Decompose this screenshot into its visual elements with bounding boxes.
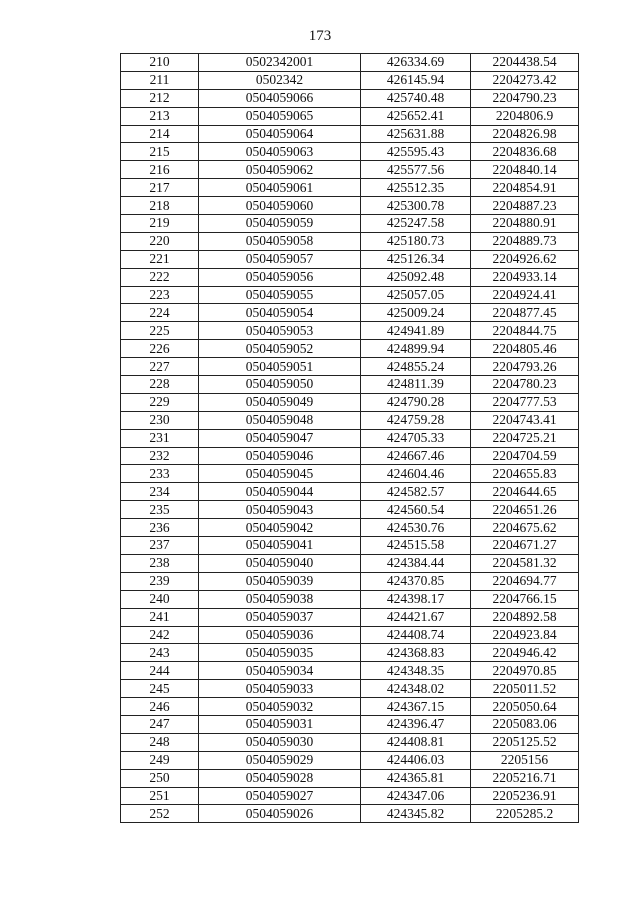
y-coordinate-cell: 2204777.53	[471, 393, 579, 411]
table-row	[121, 250, 579, 268]
x-coordinate-cell: 425009.24	[361, 304, 471, 322]
point-number-cell: 215	[121, 143, 199, 161]
x-coordinate-cell: 424384.44	[361, 554, 471, 572]
x-coordinate-cell: 424347.06	[361, 787, 471, 805]
point-id-cell: 0504059037	[199, 608, 361, 626]
point-id-cell: 0502342	[199, 71, 361, 89]
point-id-cell: 0504059028	[199, 769, 361, 787]
point-number-cell: 246	[121, 698, 199, 716]
x-coordinate-cell: 424759.28	[361, 411, 471, 429]
table-row	[121, 769, 579, 787]
y-coordinate-cell: 2204438.54	[471, 54, 579, 72]
y-coordinate-cell: 2204877.45	[471, 304, 579, 322]
y-coordinate-cell: 2204694.77	[471, 572, 579, 590]
point-id-cell: 0504059027	[199, 787, 361, 805]
point-id-cell: 0504059058	[199, 232, 361, 250]
point-id-cell: 0504059026	[199, 805, 361, 823]
x-coordinate-cell: 424790.28	[361, 393, 471, 411]
y-coordinate-cell: 2204675.62	[471, 519, 579, 537]
point-number-cell: 242	[121, 626, 199, 644]
table-row	[121, 572, 579, 590]
table-row	[121, 662, 579, 680]
table-row	[121, 537, 579, 555]
point-id-cell: 0504059049	[199, 393, 361, 411]
point-id-cell: 0504059039	[199, 572, 361, 590]
y-coordinate-cell: 2205011.52	[471, 680, 579, 698]
y-coordinate-cell: 2204836.68	[471, 143, 579, 161]
y-coordinate-cell: 2204970.85	[471, 662, 579, 680]
y-coordinate-cell: 2204924.41	[471, 286, 579, 304]
table-row	[121, 715, 579, 733]
y-coordinate-cell: 2204923.84	[471, 626, 579, 644]
coordinates-table-body	[121, 54, 579, 823]
point-number-cell: 223	[121, 286, 199, 304]
point-id-cell: 0504059053	[199, 322, 361, 340]
x-coordinate-cell: 424705.33	[361, 429, 471, 447]
coordinates-table	[120, 53, 579, 823]
x-coordinate-cell: 424515.58	[361, 537, 471, 555]
point-id-cell: 0504059060	[199, 197, 361, 215]
y-coordinate-cell: 2204273.42	[471, 71, 579, 89]
y-coordinate-cell: 2205083.06	[471, 715, 579, 733]
point-number-cell: 238	[121, 554, 199, 572]
y-coordinate-cell: 2205285.2	[471, 805, 579, 823]
point-id-cell: 0504059047	[199, 429, 361, 447]
point-number-cell: 251	[121, 787, 199, 805]
x-coordinate-cell: 424408.81	[361, 733, 471, 751]
point-id-cell: 0504059031	[199, 715, 361, 733]
point-id-cell: 0504059063	[199, 143, 361, 161]
point-number-cell: 252	[121, 805, 199, 823]
point-id-cell: 0504059029	[199, 751, 361, 769]
point-number-cell: 237	[121, 537, 199, 555]
y-coordinate-cell: 2205050.64	[471, 698, 579, 716]
y-coordinate-cell: 2204805.46	[471, 340, 579, 358]
x-coordinate-cell: 424941.89	[361, 322, 471, 340]
point-number-cell: 247	[121, 715, 199, 733]
table-row	[121, 465, 579, 483]
point-id-cell: 0504059052	[199, 340, 361, 358]
table-row	[121, 358, 579, 376]
y-coordinate-cell: 2205216.71	[471, 769, 579, 787]
table-row	[121, 447, 579, 465]
x-coordinate-cell: 425057.05	[361, 286, 471, 304]
table-row	[121, 733, 579, 751]
y-coordinate-cell: 2204655.83	[471, 465, 579, 483]
x-coordinate-cell: 424396.47	[361, 715, 471, 733]
point-id-cell: 0504059042	[199, 519, 361, 537]
point-number-cell: 212	[121, 89, 199, 107]
x-coordinate-cell: 424408.74	[361, 626, 471, 644]
point-id-cell: 0504059043	[199, 501, 361, 519]
y-coordinate-cell: 2204671.27	[471, 537, 579, 555]
point-number-cell: 219	[121, 215, 199, 233]
x-coordinate-cell: 424604.46	[361, 465, 471, 483]
point-number-cell: 226	[121, 340, 199, 358]
point-number-cell: 243	[121, 644, 199, 662]
table-row	[121, 590, 579, 608]
table-row	[121, 519, 579, 537]
point-id-cell: 0504059040	[199, 554, 361, 572]
x-coordinate-cell: 424899.94	[361, 340, 471, 358]
point-id-cell: 0504059038	[199, 590, 361, 608]
point-number-cell: 235	[121, 501, 199, 519]
point-id-cell: 0504059057	[199, 250, 361, 268]
table-row	[121, 125, 579, 143]
point-number-cell: 229	[121, 393, 199, 411]
y-coordinate-cell: 2204880.91	[471, 215, 579, 233]
point-number-cell: 240	[121, 590, 199, 608]
point-id-cell: 0504059045	[199, 465, 361, 483]
y-coordinate-cell: 2204854.91	[471, 179, 579, 197]
table-row	[121, 608, 579, 626]
point-number-cell: 221	[121, 250, 199, 268]
x-coordinate-cell: 424406.03	[361, 751, 471, 769]
point-number-cell: 218	[121, 197, 199, 215]
y-coordinate-cell: 2204826.98	[471, 125, 579, 143]
table-row	[121, 143, 579, 161]
point-number-cell: 244	[121, 662, 199, 680]
point-number-cell: 245	[121, 680, 199, 698]
y-coordinate-cell: 2205156	[471, 751, 579, 769]
x-coordinate-cell: 425652.41	[361, 107, 471, 125]
point-number-cell: 249	[121, 751, 199, 769]
y-coordinate-cell: 2204651.26	[471, 501, 579, 519]
table-row	[121, 805, 579, 823]
table-row	[121, 232, 579, 250]
point-id-cell: 0504059055	[199, 286, 361, 304]
point-id-cell: 0504059034	[199, 662, 361, 680]
y-coordinate-cell: 2204793.26	[471, 358, 579, 376]
table-row	[121, 179, 579, 197]
point-id-cell: 0504059046	[199, 447, 361, 465]
x-coordinate-cell: 426334.69	[361, 54, 471, 72]
point-number-cell: 220	[121, 232, 199, 250]
y-coordinate-cell: 2204766.15	[471, 590, 579, 608]
y-coordinate-cell: 2204704.59	[471, 447, 579, 465]
point-id-cell: 0504059062	[199, 161, 361, 179]
point-number-cell: 225	[121, 322, 199, 340]
x-coordinate-cell: 425247.58	[361, 215, 471, 233]
table-row	[121, 501, 579, 519]
y-coordinate-cell: 2204581.32	[471, 554, 579, 572]
x-coordinate-cell: 426145.94	[361, 71, 471, 89]
point-id-cell: 0504059048	[199, 411, 361, 429]
y-coordinate-cell: 2204743.41	[471, 411, 579, 429]
y-coordinate-cell: 2204892.58	[471, 608, 579, 626]
x-coordinate-cell: 424560.54	[361, 501, 471, 519]
y-coordinate-cell: 2204780.23	[471, 376, 579, 394]
table-row	[121, 89, 579, 107]
point-id-cell: 0504059035	[199, 644, 361, 662]
point-id-cell: 0504059065	[199, 107, 361, 125]
x-coordinate-cell: 424348.35	[361, 662, 471, 680]
point-id-cell: 0504059059	[199, 215, 361, 233]
table-row	[121, 393, 579, 411]
x-coordinate-cell: 425577.56	[361, 161, 471, 179]
point-number-cell: 233	[121, 465, 199, 483]
x-coordinate-cell: 425595.43	[361, 143, 471, 161]
y-coordinate-cell: 2205125.52	[471, 733, 579, 751]
x-coordinate-cell: 424367.15	[361, 698, 471, 716]
point-id-cell: 0504059030	[199, 733, 361, 751]
x-coordinate-cell: 425092.48	[361, 268, 471, 286]
table-row	[121, 340, 579, 358]
table-row	[121, 71, 579, 89]
x-coordinate-cell: 425126.34	[361, 250, 471, 268]
y-coordinate-cell: 2204844.75	[471, 322, 579, 340]
point-number-cell: 227	[121, 358, 199, 376]
point-id-cell: 0504059054	[199, 304, 361, 322]
point-id-cell: 0504059032	[199, 698, 361, 716]
table-row	[121, 698, 579, 716]
table-row	[121, 644, 579, 662]
table-row	[121, 787, 579, 805]
table-row	[121, 161, 579, 179]
point-number-cell: 228	[121, 376, 199, 394]
y-coordinate-cell: 2204840.14	[471, 161, 579, 179]
x-coordinate-cell: 424530.76	[361, 519, 471, 537]
x-coordinate-cell: 424855.24	[361, 358, 471, 376]
point-number-cell: 213	[121, 107, 199, 125]
point-number-cell: 232	[121, 447, 199, 465]
table-row	[121, 107, 579, 125]
y-coordinate-cell: 2204889.73	[471, 232, 579, 250]
y-coordinate-cell: 2204806.9	[471, 107, 579, 125]
x-coordinate-cell: 424582.57	[361, 483, 471, 501]
x-coordinate-cell: 425300.78	[361, 197, 471, 215]
point-number-cell: 236	[121, 519, 199, 537]
point-id-cell: 0504059061	[199, 179, 361, 197]
point-number-cell: 210	[121, 54, 199, 72]
point-number-cell: 211	[121, 71, 199, 89]
table-row	[121, 286, 579, 304]
x-coordinate-cell: 424667.46	[361, 447, 471, 465]
point-id-cell: 0504059044	[199, 483, 361, 501]
point-id-cell: 0504059051	[199, 358, 361, 376]
point-number-cell: 216	[121, 161, 199, 179]
table-row	[121, 215, 579, 233]
table-row	[121, 626, 579, 644]
table-row	[121, 268, 579, 286]
point-number-cell: 214	[121, 125, 199, 143]
x-coordinate-cell: 425512.35	[361, 179, 471, 197]
y-coordinate-cell: 2204946.42	[471, 644, 579, 662]
table-row	[121, 322, 579, 340]
x-coordinate-cell: 424348.02	[361, 680, 471, 698]
y-coordinate-cell: 2204790.23	[471, 89, 579, 107]
x-coordinate-cell: 424398.17	[361, 590, 471, 608]
x-coordinate-cell: 424368.83	[361, 644, 471, 662]
point-id-cell: 0504059041	[199, 537, 361, 555]
table-row	[121, 376, 579, 394]
point-id-cell: 0504059066	[199, 89, 361, 107]
table-row	[121, 54, 579, 72]
point-number-cell: 241	[121, 608, 199, 626]
x-coordinate-cell: 425631.88	[361, 125, 471, 143]
table-row	[121, 429, 579, 447]
point-id-cell: 0504059033	[199, 680, 361, 698]
point-number-cell: 217	[121, 179, 199, 197]
point-number-cell: 230	[121, 411, 199, 429]
point-id-cell: 0504059036	[199, 626, 361, 644]
x-coordinate-cell: 425180.73	[361, 232, 471, 250]
point-number-cell: 234	[121, 483, 199, 501]
table-row	[121, 411, 579, 429]
y-coordinate-cell: 2204644.65	[471, 483, 579, 501]
table-row	[121, 680, 579, 698]
point-id-cell: 0504059064	[199, 125, 361, 143]
x-coordinate-cell: 424421.67	[361, 608, 471, 626]
x-coordinate-cell: 425740.48	[361, 89, 471, 107]
point-id-cell: 0504059056	[199, 268, 361, 286]
x-coordinate-cell: 424365.81	[361, 769, 471, 787]
point-id-cell: 0504059050	[199, 376, 361, 394]
point-number-cell: 222	[121, 268, 199, 286]
x-coordinate-cell: 424811.39	[361, 376, 471, 394]
y-coordinate-cell: 2204887.23	[471, 197, 579, 215]
point-number-cell: 239	[121, 572, 199, 590]
point-id-cell: 0502342001	[199, 54, 361, 72]
y-coordinate-cell: 2204933.14	[471, 268, 579, 286]
y-coordinate-cell: 2204725.21	[471, 429, 579, 447]
table-row	[121, 304, 579, 322]
x-coordinate-cell: 424370.85	[361, 572, 471, 590]
y-coordinate-cell: 2204926.62	[471, 250, 579, 268]
page-number: 173	[308, 28, 332, 44]
point-number-cell: 224	[121, 304, 199, 322]
y-coordinate-cell: 2205236.91	[471, 787, 579, 805]
table-row	[121, 751, 579, 769]
table-row	[121, 554, 579, 572]
x-coordinate-cell: 424345.82	[361, 805, 471, 823]
point-number-cell: 248	[121, 733, 199, 751]
table-row	[121, 483, 579, 501]
point-number-cell: 250	[121, 769, 199, 787]
table-row	[121, 197, 579, 215]
point-number-cell: 231	[121, 429, 199, 447]
